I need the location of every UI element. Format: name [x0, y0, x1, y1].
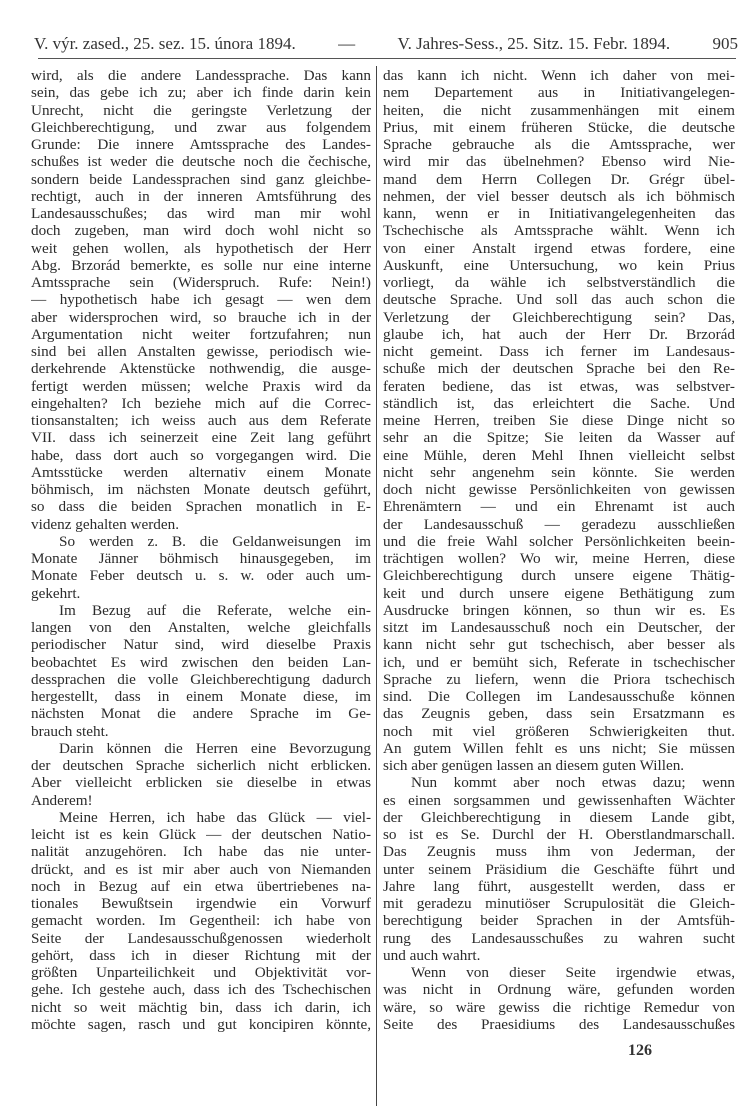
- text-line: Verletzung der Gleichberechtigung sein? Das,: [383, 308, 735, 326]
- text-line: nächsten Monat die andere Sprache im Ge-: [31, 705, 371, 723]
- signature-number: 126: [628, 1042, 652, 1059]
- text-line: es einen sorgsammen und gewissenhaften Wächter: [383, 791, 735, 809]
- text-line: nicht so weit mächtig bin, dass ich darin, ich: [31, 998, 371, 1016]
- paragraph: [31, 533, 371, 602]
- text-line: periodischer Natur sind, wird dieselbe Praxis: [31, 636, 371, 654]
- text-line: Abg. Brzorád bemerkte, es solle nur eine interne: [31, 256, 371, 274]
- text-line: wäre, so wäre gewiss die richtige Remedur von: [383, 998, 735, 1016]
- column-divider: [376, 66, 377, 1106]
- text-line: — hypothetisch habe ich gesagt — wen dem: [31, 291, 371, 309]
- text-line: drückt, and es ist mir aber auch von Niemanden: [31, 860, 371, 878]
- text-line: von einer Anstalt irgend etwas fordere, eine: [383, 239, 735, 257]
- text-line: Nun kommt aber noch etwas dazu; wenn: [411, 774, 735, 792]
- text-line: Jahre lang führt, ausgestellt werden, dass er: [383, 877, 735, 895]
- text-line: vorliegt, da wähle ich selbstverständlich die: [383, 274, 735, 291]
- text-line: und auch wahrt.: [383, 946, 481, 964]
- text-line: Gleichberechtigung durch unsere eigene Thätig-: [383, 567, 735, 585]
- text-line: habe, dass dort auch so vorgegangen wird. Die: [31, 446, 371, 464]
- text-line: dessprachen die volle Gleichberechtigung dadurch: [31, 670, 371, 688]
- text-line: tionales Bewußtsein irgendwie ein Vorwurf: [31, 895, 371, 912]
- text-line: schußes ist weder die deutsche noch die čechische,: [31, 153, 371, 171]
- text-line: größten Unparteilichkeit und Objektivität vor-: [31, 964, 371, 981]
- text-line: VII. dass ich seinerzeit eine Zeit lang geführt: [31, 429, 371, 447]
- text-line: gehört, dass ich in dieser Richtung mit der: [31, 946, 371, 964]
- text-line: sind bei allen Anstalten gewisse, periodisch wie-: [31, 343, 371, 360]
- paragraph: [383, 774, 735, 964]
- text-line: kann nicht sehr gut tschechisch, aber besser als: [383, 636, 735, 654]
- text-line: sich aber genügen lassen an diesem guten Willen.: [383, 757, 685, 774]
- text-line: langen von den Anstalten, welche gleichfalls: [31, 619, 371, 636]
- text-line: noch in Bezug auf ein etwa übertriebenes na-: [31, 877, 371, 895]
- text-line: nalität anzugehören. Ich habe das nie unter-: [31, 843, 371, 861]
- text-line: nem Departement aus in Initiativangelegen-: [383, 84, 735, 102]
- text-line: unter seinem Präsidium die Geschäfte führt und: [383, 860, 735, 878]
- right-column: [383, 67, 735, 1033]
- text-line: gemacht worden. Im Gegentheil: ich habe von: [31, 912, 371, 930]
- text-line: Auskunft, eine Untersuchung, wo kein Prius: [383, 256, 735, 274]
- text-line: Aber vielleicht erblicken sie dieselbe in etwas: [31, 774, 371, 792]
- text-line: das kann ich nicht. Wenn ich daher von mei-: [383, 67, 735, 84]
- text-line: derkehrende Aktenstücke nothwendig, die ausge-: [31, 360, 371, 378]
- text-line: sondern beide Landessprachen sind ganz gleichbe-: [31, 170, 371, 188]
- text-line: So werden z. B. die Geldanweisungen im: [59, 532, 371, 550]
- text-line: und die freie Wahl solcher Persönlichkeiten beein-: [383, 532, 735, 550]
- text-line: Unrecht, nicht die geringste Verletzung der: [31, 101, 371, 119]
- text-line: nicht gemeint. Dass ich ferner im Landesaus-: [383, 343, 735, 360]
- text-line: Seite der Landesausschußgenossen wiederholt: [31, 929, 371, 947]
- text-line: gekehrt.: [31, 584, 81, 602]
- text-line: brauch steht.: [31, 722, 109, 740]
- text-line: Gleichberechtigung, und zwar aus folgendem: [31, 118, 371, 136]
- text-line: heiten, die nicht zusammenhängen mit einem: [383, 101, 735, 119]
- text-line: Amtsstücke werden alternativ einem Monate: [31, 463, 371, 481]
- text-line: berechtigung beider Sprachen in der Amtsfüh-: [383, 912, 735, 930]
- text-line: mand dem Herrn Collegen Dr. Grégr übel-: [383, 170, 735, 188]
- text-line: möchte sagen, rasch und gut koncipiren könnte,: [31, 1015, 371, 1033]
- text-line: der Gleichberechtigung in diesem Lande gibt,: [383, 808, 735, 826]
- text-line: rechtigt, auch in der inneren Amtsführung des: [31, 187, 371, 205]
- text-line: böhmisch, im nächsten Monate deutsch geführt,: [31, 481, 371, 498]
- text-line: eingehalten? Ich beziehe mich auf die Correc-: [31, 394, 371, 412]
- header-german: V. Jahres-Sess., 25. Sitz. 15. Febr. 1894.: [397, 34, 671, 53]
- text-line: Prius, mit einem früheren Stücke, die deutsche: [383, 118, 735, 136]
- text-line: wird, als die andere Landessprache. Das kann: [31, 67, 371, 84]
- paragraph: [31, 67, 371, 533]
- paragraph: [31, 809, 371, 1033]
- text-line: keit und durch unsere eigene Bethätigung zum: [383, 584, 735, 602]
- text-line: sitzt im Landesausschuß noch ein Deutscher, der: [383, 619, 735, 636]
- text-line: tionsanstalten; ich weiss auch aus dem Referate: [31, 412, 371, 429]
- text-line: Monate Jänner böhmisch hinausgegeben, im: [31, 550, 371, 567]
- text-line: das Zeugnis geben, dass sein Ersatzmann es: [383, 705, 735, 723]
- text-line: Anderem!: [31, 791, 93, 809]
- text-line: videnz gehalten werden.: [31, 515, 180, 533]
- text-line: doch zugeben, man wird doch wohl nicht so: [31, 222, 371, 240]
- text-line: noch mit viel größeren Schwierigkeiten thut.: [383, 722, 735, 740]
- paragraph: [383, 67, 735, 774]
- text-line: rung des Landesausschußes zu wahren sucht: [383, 929, 735, 947]
- text-line: weit gehen wollen, als hypothetisch der Herr: [31, 239, 371, 257]
- text-line: Ehrenämtern — und ein Ehrenamt ist auch: [383, 498, 735, 516]
- text-line: Sprache gebrauche als die Amtssprache, wer: [383, 136, 735, 153]
- text-line: Darin können die Herren eine Bevorzugung: [59, 739, 371, 757]
- text-line: Seite des Praesidiums des Landesausschußes: [383, 1015, 735, 1033]
- text-line: kann, wenn er in Initiativangelegenheiten das: [383, 205, 735, 222]
- paragraph: [31, 740, 371, 809]
- text-line: wird mir das übelnehmen? Ebenso wird Nie-: [383, 153, 735, 171]
- text-line: mit geradezu minutiöser Scrupulosität die Gleich-: [383, 895, 735, 912]
- text-line: Ausdrucke bringen können, so thun wir es. Es: [383, 601, 735, 619]
- page-number: 905: [712, 34, 738, 53]
- text-line: doch nicht gewisse Persönlichkeiten von gewissen: [383, 481, 735, 498]
- text-line: An gutem Willen fehlt es uns nicht; Sie müssen: [383, 739, 735, 757]
- text-line: hergestellt, dass in einem Monate diese, im: [31, 688, 371, 705]
- text-line: so ist es Se. Durchl der H. Oberstlandmarschall.: [383, 826, 735, 843]
- text-line: nicht sehr angenehm sein könnte. Sie werden: [383, 463, 735, 481]
- text-line: fertigt werden müssen; welche Praxis wird da: [31, 377, 371, 395]
- text-line: Im Bezug auf die Referate, welche ein-: [59, 601, 371, 619]
- text-line: ständlich ist, das erleichtert die Sache. Und: [383, 394, 735, 412]
- text-line: der deutschen Sprache sicherlich nicht erblicken.: [31, 757, 371, 774]
- text-line: was nicht in Ordnung wäre, gefunden worden: [383, 981, 735, 999]
- text-line: Das Zeugnis muss ihm von Jederman, der: [383, 843, 735, 861]
- running-header: [34, 34, 738, 56]
- text-line: glaube ich, hat auch der Herr Dr. Brzorád: [383, 325, 735, 343]
- text-line: aber widersprochen wird, so brauche ich in der: [31, 308, 371, 326]
- text-line: meine Herren, treiben Sie diese Dinge nicht so: [383, 412, 735, 429]
- text-line: sehr an die Spitze; Sie leiten da Wasser auf: [383, 429, 735, 447]
- text-line: ich, und er bemüht sich, Referate in tschechischer: [383, 653, 735, 671]
- text-line: so dass die beiden Sprachen monatlich in E-: [31, 498, 371, 516]
- text-line: Monate Feber deutsch u. s. w. oder auch um-: [31, 567, 371, 585]
- text-line: Grunde: Die innere Amtssprache des Landes-: [31, 136, 371, 153]
- text-line: Tschechische als Amtssprache wählt. Wenn ich: [383, 222, 735, 240]
- text-line: Wenn von dieser Seite irgendwie etwas,: [411, 964, 735, 981]
- text-line: nehmen, der viel besser deutsch als ich böhmisch: [383, 187, 735, 205]
- text-line: leicht ist es kein Glück — der deutschen Natio-: [31, 826, 371, 843]
- paragraph: [383, 964, 735, 1033]
- text-line: gehe. Ich gestehe auch, dass ich des Tschechischen: [31, 981, 371, 999]
- text-line: beobachtet Es wird zwischen den beiden Lan-: [31, 653, 371, 671]
- text-line: eine Mühle, deren Mehl Ihnen vielleicht selbst: [383, 446, 735, 464]
- text-line: Meine Herren, ich habe das Glück — viel-: [59, 808, 371, 826]
- text-line: sind. Die Collegen im Landesausschuße können: [383, 688, 735, 705]
- text-line: deutsche Sprache. Und soll das auch schon die: [383, 291, 735, 309]
- text-line: schuße mich der deutschen Sprache bei den Re-: [383, 360, 735, 378]
- paragraph: [31, 602, 371, 740]
- text-line: der Landesausschuß — geradezu ausschließen: [383, 515, 735, 533]
- text-line: Amtssprache sein (Widerspruch. Rufe: Nein!): [31, 274, 371, 291]
- text-line: trächtigen wollen? Wo wir, meine Herren, diese: [383, 550, 735, 567]
- text-line: feraten bediene, das ist etwas, was selbstver-: [383, 377, 735, 395]
- text-line: Argumentation nicht weiter fortzufahren; nun: [31, 325, 371, 343]
- left-column: [31, 67, 371, 1033]
- text-line: Landesausschußes; das wird man mir wohl: [31, 205, 371, 222]
- header-dash: —: [338, 34, 356, 53]
- header-czech: V. výr. zased., 25. sez. 15. února 1894.: [34, 34, 296, 53]
- header-rule: [38, 58, 736, 59]
- text-line: Sprache zu liefern, wenn die Priora tschechisch: [383, 670, 735, 688]
- text-line: sein, das gebe ich zu; aber ich finde darin kein: [31, 84, 371, 102]
